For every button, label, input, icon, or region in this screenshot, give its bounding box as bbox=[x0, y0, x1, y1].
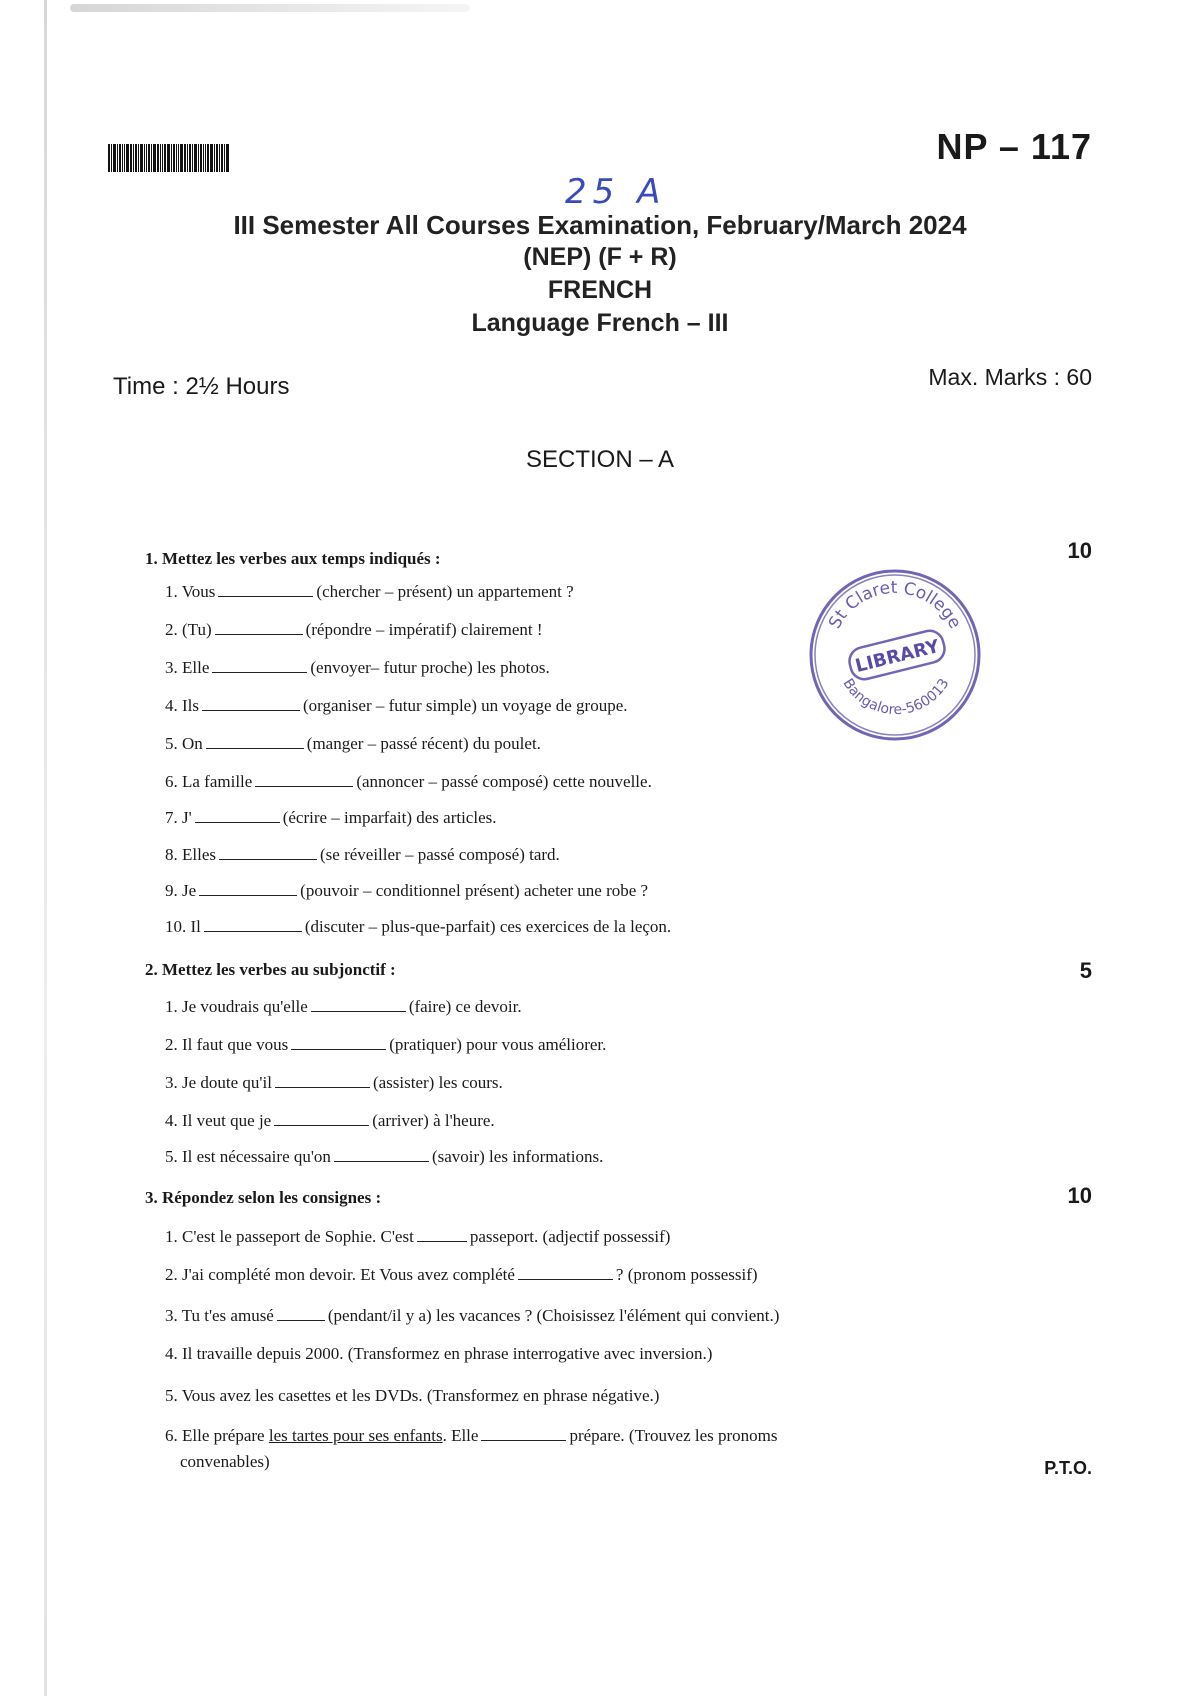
q3-item: 1. C'est le passeport de Sophie. C'est passeport. (adjectif possessif) bbox=[165, 1227, 671, 1246]
q3-item: 5. Vous avez les casettes et les DVDs. (Transformez en phrase négative.) bbox=[165, 1386, 660, 1405]
answer-blank[interactable] bbox=[202, 696, 300, 711]
q2-marks: 5 bbox=[1079, 958, 1092, 983]
answer-blank[interactable] bbox=[275, 1073, 370, 1088]
stamp-center-text: LIBRARY bbox=[853, 635, 942, 677]
handwritten-note: 25 A bbox=[565, 172, 667, 212]
barcode bbox=[108, 144, 268, 172]
underlined-phrase: les tartes pour ses enfants bbox=[268, 1426, 443, 1445]
q3-item: 2. J'ai complété mon devoir. Et Vous avez complété ? (pronom possessif) bbox=[165, 1265, 758, 1284]
q1-item: 6. La famille (annoncer – passé composé) cette nouvelle. bbox=[165, 772, 652, 791]
scan-top-shadow bbox=[70, 4, 470, 12]
answer-blank[interactable] bbox=[212, 658, 307, 673]
svg-text:Bangalore-560013 bbox=[839, 676, 952, 718]
q2-item: 1. Je voudrais qu'elle (faire) ce devoir. bbox=[165, 997, 522, 1016]
q3-item: 4. Il travaille depuis 2000. (Transformez en phrase interrogative avec inversion.) bbox=[165, 1344, 713, 1363]
q1-item: 7. J' (écrire – imparfait) des articles. bbox=[165, 808, 497, 827]
q3-title: 3. Répondez selon les consignes : bbox=[145, 1188, 382, 1207]
answer-blank[interactable] bbox=[518, 1265, 613, 1280]
q1-title: 1. Mettez les verbes aux temps indiqués : bbox=[145, 549, 441, 568]
q2-item: 2. Il faut que vous (pratiquer) pour vous améliorer. bbox=[165, 1035, 607, 1054]
time-allowed: Time : 2½ Hours bbox=[113, 373, 290, 400]
q3-item: 3. Tu t'es amusé (pendant/il y a) les vacances ? (Choisissez l'élément qui convient.) bbox=[165, 1306, 780, 1325]
answer-blank[interactable] bbox=[274, 1111, 369, 1126]
exam-scheme: (NEP) (F + R) bbox=[523, 243, 677, 271]
q3-item: 6. Elle prépare les tartes pour ses enfants. Elle prépare. (Trouvez les pronoms bbox=[165, 1426, 778, 1445]
answer-blank[interactable] bbox=[206, 734, 304, 749]
answer-blank[interactable] bbox=[219, 845, 317, 860]
q1-item: 1. Vous (chercher – présent) un appartement ? bbox=[165, 582, 574, 601]
answer-blank[interactable] bbox=[277, 1306, 325, 1321]
q1-item: 9. Je (pouvoir – conditionnel présent) acheter une robe ? bbox=[165, 881, 649, 900]
q2-item: 4. Il veut que je (arriver) à l'heure. bbox=[165, 1111, 495, 1130]
exam-subject: FRENCH bbox=[547, 276, 653, 304]
section-heading: SECTION – A bbox=[525, 446, 675, 473]
answer-blank[interactable] bbox=[481, 1426, 566, 1441]
q1-item: 2. (Tu) (répondre – impératif) clairement ! bbox=[165, 620, 543, 639]
pto-label: P.T.O. bbox=[1044, 1458, 1092, 1478]
answer-blank[interactable] bbox=[417, 1227, 467, 1242]
paper-code: NP – 117 bbox=[936, 126, 1092, 167]
answer-blank[interactable] bbox=[334, 1147, 429, 1162]
answer-blank[interactable] bbox=[218, 582, 313, 597]
q1-item: 3. Elle (envoyer– futur proche) les photos. bbox=[165, 658, 550, 677]
q1-item: 5. On (manger – passé récent) du poulet. bbox=[165, 734, 541, 753]
paper-title: Language French – III bbox=[471, 309, 729, 337]
q2-item: 3. Je doute qu'il (assister) les cours. bbox=[165, 1073, 503, 1092]
stamp-ring-text: St Claret College bbox=[825, 577, 965, 633]
answer-blank[interactable] bbox=[199, 881, 297, 896]
answer-blank[interactable] bbox=[204, 917, 302, 932]
q3-marks: 10 bbox=[1067, 1183, 1092, 1208]
answer-blank[interactable] bbox=[195, 808, 280, 823]
max-marks: Max. Marks : 60 bbox=[928, 364, 1092, 390]
q1-item: 8. Elles (se réveiller – passé composé) tard. bbox=[165, 845, 560, 864]
answer-blank[interactable] bbox=[255, 772, 353, 787]
library-stamp bbox=[805, 565, 985, 745]
q1-marks: 10 bbox=[1067, 538, 1092, 563]
q2-title: 2. Mettez les verbes au subjonctif : bbox=[145, 960, 396, 979]
answer-blank[interactable] bbox=[291, 1035, 386, 1050]
q2-item: 5. Il est nécessaire qu'on (savoir) les informations. bbox=[165, 1147, 604, 1166]
answer-blank[interactable] bbox=[215, 620, 303, 635]
answer-blank[interactable] bbox=[311, 997, 406, 1012]
q1-item: 4. Ils (organiser – futur simple) un voyage de groupe. bbox=[165, 696, 628, 715]
q1-item: 10. Il (discuter – plus-que-parfait) ces exercices de la leçon. bbox=[165, 917, 672, 936]
stamp-bottom-text: Bangalore-560013 bbox=[839, 675, 953, 719]
exam-title: III Semester All Courses Examination, February/March 2024 bbox=[233, 210, 967, 240]
q3-item-continuation: convenables) bbox=[180, 1452, 270, 1471]
